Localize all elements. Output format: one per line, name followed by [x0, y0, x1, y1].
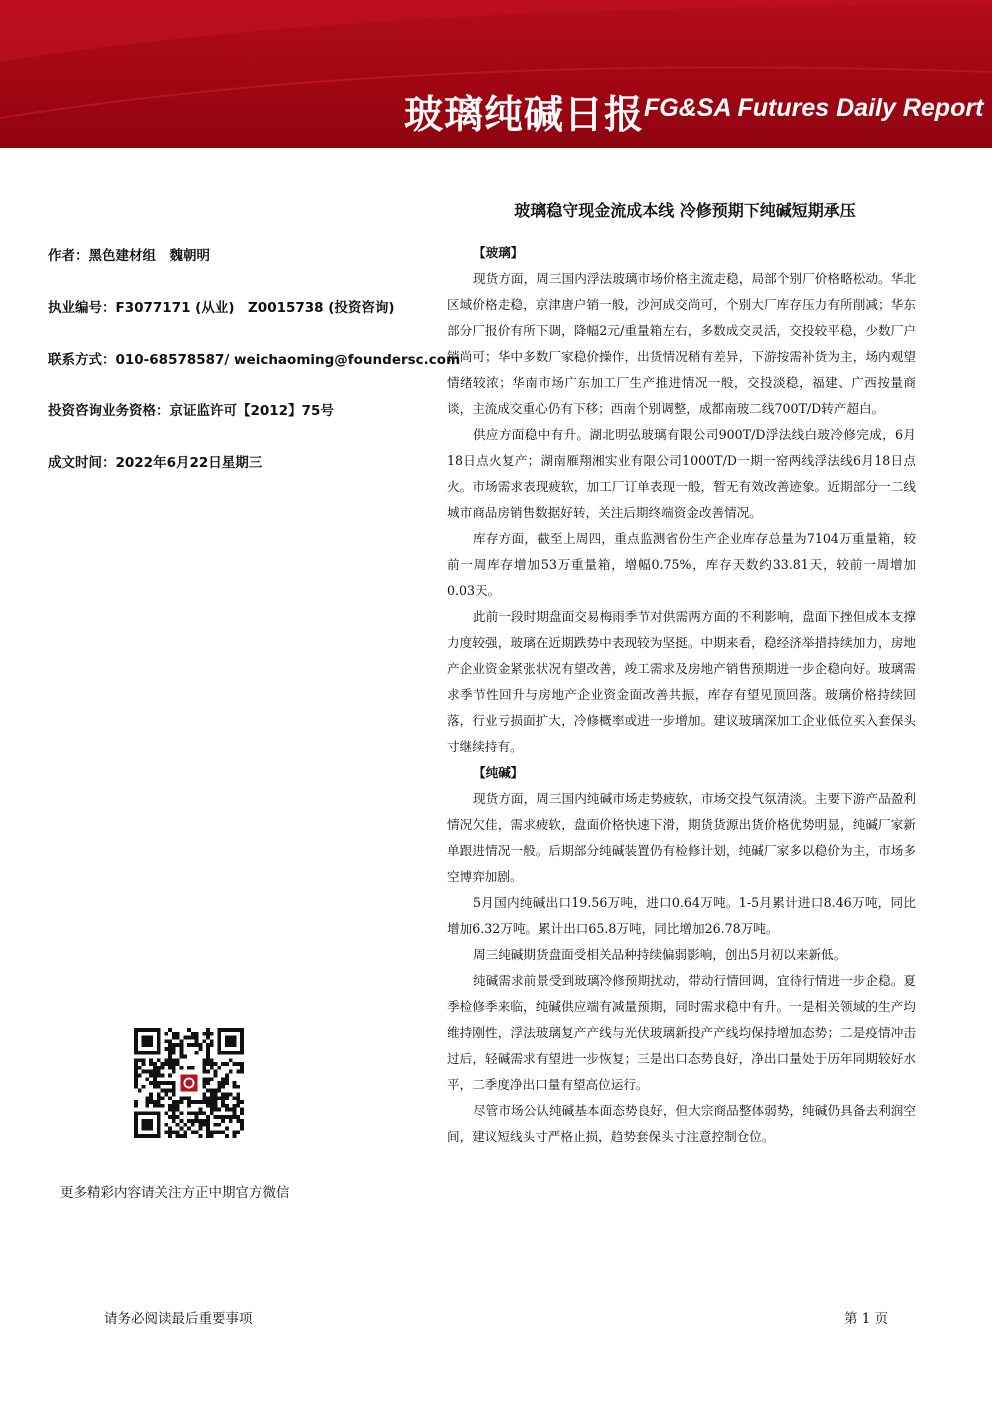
page-number: 第 1 页 — [844, 1311, 889, 1327]
paragraph: 此前一段时期盘面交易梅雨季节对供需两方面的不利影响，盘面下挫但成本支撑力度较强，玻璃在近期跌势中表现较为坚挺。中期来看，稳经济举措持续加力，房地产企业资金紧张状况有望改善，竣工需求及房地产销售预期进一步企稳向好。玻璃需求季节性回升与房地产企业资金面改善共振，库存有望见顶回落。玻璃价格持续回落，行业亏损面扩大，冷修概率或进一步增加。建议玻璃深加工企业低位买入套保头寸继续持有。 — [447, 609, 916, 754]
qr-caption: 更多精彩内容请关注方正中期官方微信 — [60, 1185, 290, 1201]
report-title-zh: 玻璃纯碱日报 — [404, 93, 645, 138]
paragraph: 周三纯碱期货盘面受相关品种持续偏弱影响，创出5月初以来新低。 — [473, 947, 847, 962]
author-line: 作者：黑色建材组 魏朝明 — [48, 248, 210, 264]
report-title-en: FG&SA Futures Daily Report — [644, 94, 984, 122]
report-body — [447, 240, 916, 1150]
header-banner — [0, 0, 992, 148]
paragraph: 供应方面稳中有升。湖北明弘玻璃有限公司900T/D浮法线白玻冷修完成，6月18日点火复产；湖南雁翔湘实业有限公司1000T/D一期一窑两线浮法线6月18日点火。市场需求表现疲软，加工厂订单表现一般，暂无有效改善迹象。近期部分一二线城市商品房销售数据好转，关注后期终端资金改善情况。 — [447, 427, 916, 520]
contact-line: 联系方式：010-68578587/ weichaoming@foundersc.com — [48, 352, 461, 368]
section-heading-glass: 【玻璃】 — [473, 245, 524, 260]
paragraph: 库存方面，截至上周四，重点监测省份生产企业库存总量为7104万重量箱，较前一周库存增加53万重量箱，增幅0.75%，库存天数约33.81天，较前一周增加0.03天。 — [447, 531, 916, 598]
paragraph: 现货方面，周三国内纯碱市场走势疲软，市场交投气氛清淡。主要下游产品盈利情况欠佳，需求疲软，盘面价格快速下滑，期货货源出货价格优势明显，纯碱厂家新单跟进情况一般。后期部分纯碱装置仍有检修计划，纯碱厂家多以稳价为主，市场多空博弈加剧。 — [447, 791, 916, 884]
paragraph: 现货方面，周三国内浮法玻璃市场价格主流走稳，局部个别厂价格略松动。华北区域价格走稳，京津唐户销一般，沙河成交尚可，个别大厂库存压力有所削减；华东部分厂报价有所下调，降幅2元/重量箱左右，多数成交灵活，交投较平稳，少数厂户销尚可；华中多数厂家稳价操作，出货情况稍有差异，下游按需补货为主，场内观望情绪较浓；华南市场广东加工厂生产推进情况一般，交投淡稳，福建、广西按量商谈，主流成交重心仍有下移；西南个别调整，成都南玻二线700T/D转产超白。 — [447, 271, 916, 416]
date-line: 成文时间：2022年6月22日星期三 — [48, 455, 263, 471]
paragraph: 5月国内纯碱出口19.56万吨，进口0.64万吨。1-5月累计进口8.46万吨，同比增加6.32万吨。累计出口65.8万吨，同比增加26.78万吨。 — [447, 895, 916, 936]
qualification-line: 投资咨询业务资格：京证监许可【2012】75号 — [48, 403, 334, 419]
article-headline: 玻璃稳守现金流成本线 冷修预期下纯碱短期承压 — [514, 201, 856, 220]
wechat-qr-code — [134, 1028, 244, 1138]
footer-notice: 请务必阅读最后重要事项 — [104, 1311, 253, 1327]
paragraph: 尽管市场公认纯碱基本面态势良好，但大宗商品整体弱势，纯碱仍具备去利润空间，建议短线头寸严格止损，趋势套保头寸注意控制仓位。 — [447, 1103, 916, 1144]
license-line: 执业编号：F3077171 (从业) Z0015738 (投资咨询) — [48, 300, 395, 316]
section-heading-soda-ash: 【纯碱】 — [473, 765, 524, 780]
paragraph: 纯碱需求前景受到玻璃冷修预期扰动，带动行情回调，宜待行情进一步企稳。夏季检修季来临，纯碱供应端有减量预期，同时需求稳中有升。一是相关领域的生产均维持刚性，浮法玻璃复产产线与光伏玻璃新投产产线均保持增加态势；二是疫情冲击过后，轻碱需求有望进一步恢复；三是出口态势良好，净出口量处于历年同期较好水平，二季度净出口量有望高位运行。 — [447, 973, 916, 1092]
